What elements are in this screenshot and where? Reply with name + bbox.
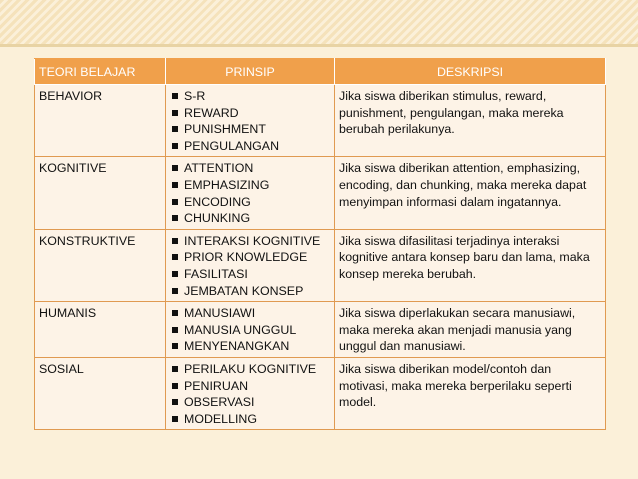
list-item xyxy=(170,283,330,300)
list-item xyxy=(170,121,330,138)
prinsip-label: S-R xyxy=(184,89,206,103)
table-row xyxy=(35,157,606,229)
prinsip-label: INTERAKSI KOGNITIVE xyxy=(184,233,321,248)
table-row xyxy=(35,229,606,301)
square-bullet-icon xyxy=(172,126,178,132)
list-item xyxy=(170,138,330,155)
square-bullet-icon xyxy=(172,254,178,260)
cell-prinsip xyxy=(166,302,335,358)
prinsip-label: ENCODING xyxy=(184,194,251,209)
prinsip-list xyxy=(170,361,330,427)
list-item xyxy=(170,177,330,194)
prinsip-list xyxy=(170,88,330,154)
list-item xyxy=(170,378,330,395)
square-bullet-icon xyxy=(172,165,178,171)
prinsip-label: MANUSIAWI xyxy=(184,306,256,321)
square-bullet-icon xyxy=(172,182,178,188)
prinsip-label: PUNISHMENT xyxy=(184,122,266,137)
square-bullet-icon xyxy=(172,143,178,149)
prinsip-label: CHUNKING xyxy=(184,211,251,226)
square-bullet-icon xyxy=(172,310,178,316)
prinsip-label: REWARD xyxy=(184,105,239,120)
list-item xyxy=(170,88,330,105)
square-bullet-icon xyxy=(172,271,178,277)
header-prinsip: PRINSIP xyxy=(166,59,335,85)
prinsip-label: PRIOR KNOWLEDGE xyxy=(184,250,308,265)
header-deskripsi: DESKRIPSI xyxy=(335,59,606,85)
list-item xyxy=(170,105,330,122)
prinsip-label: FASILITASI xyxy=(184,266,248,281)
square-bullet-icon xyxy=(172,366,178,372)
list-item xyxy=(170,394,330,411)
list-item xyxy=(170,305,330,322)
square-bullet-icon xyxy=(172,110,178,116)
square-bullet-icon xyxy=(172,416,178,422)
cell-deskripsi: Jika siswa diperlakukan secara manusiawi, maka mereka akan menjadi manusia yang unggul dan manusiawi. xyxy=(335,302,606,358)
square-bullet-icon xyxy=(172,383,178,389)
prinsip-list xyxy=(170,160,330,226)
list-item xyxy=(170,411,330,428)
prinsip-list xyxy=(170,305,330,355)
list-item xyxy=(170,322,330,339)
prinsip-label: PENIRUAN xyxy=(184,378,249,393)
list-item xyxy=(170,233,330,250)
table-row xyxy=(35,85,606,157)
cell-deskripsi: Jika siswa diberikan attention, emphasizing, encoding, dan chunking, maka mereka dapat menyimpan informasi dalam ingatannya. xyxy=(335,157,606,229)
square-bullet-icon xyxy=(172,288,178,294)
cell-prinsip xyxy=(166,357,335,429)
prinsip-label: MODELLING xyxy=(184,411,257,426)
list-item xyxy=(170,266,330,283)
square-bullet-icon xyxy=(172,327,178,333)
square-bullet-icon xyxy=(172,93,178,99)
square-bullet-icon xyxy=(172,343,178,349)
cell-deskripsi: Jika siswa diberikan stimulus, reward, punishment, pengulangan, maka mereka berubah perilakunya. xyxy=(335,85,606,157)
prinsip-list xyxy=(170,233,330,299)
list-item xyxy=(170,361,330,378)
square-bullet-icon xyxy=(172,238,178,244)
cell-prinsip xyxy=(166,157,335,229)
list-item xyxy=(170,210,330,227)
table-row xyxy=(35,357,606,429)
prinsip-label: PERILAKU KOGNITIVE xyxy=(184,361,317,376)
list-item xyxy=(170,249,330,266)
cell-prinsip xyxy=(166,85,335,157)
prinsip-label: EMPHASIZING xyxy=(184,177,270,192)
cell-prinsip xyxy=(166,229,335,301)
learning-theory-table xyxy=(34,58,606,430)
striped-header-band xyxy=(0,0,638,44)
prinsip-label: OBSERVASI xyxy=(184,395,255,410)
prinsip-label: JEMBATAN KONSEP xyxy=(184,283,304,298)
cell-teori: KOGNITIVE xyxy=(35,157,166,229)
cell-teori: KONSTRUKTIVE xyxy=(35,229,166,301)
table-row xyxy=(35,302,606,358)
cell-teori: BEHAVIOR xyxy=(35,85,166,157)
header-teori-belajar: TEORI BELAJAR xyxy=(35,59,166,85)
list-item xyxy=(170,194,330,211)
cell-teori: HUMANIS xyxy=(35,302,166,358)
square-bullet-icon xyxy=(172,215,178,221)
prinsip-label: MENYENANGKAN xyxy=(184,339,290,354)
cell-deskripsi: Jika siswa diberikan model/contoh dan motivasi, maka mereka berperilaku seperti model. xyxy=(335,357,606,429)
prinsip-label: PENGULANGAN xyxy=(184,138,280,153)
cell-teori: SOSIAL xyxy=(35,357,166,429)
square-bullet-icon xyxy=(172,199,178,205)
list-item xyxy=(170,160,330,177)
prinsip-label: MANUSIA UNGGUL xyxy=(184,322,297,337)
table-header-row xyxy=(35,59,606,85)
square-bullet-icon xyxy=(172,399,178,405)
prinsip-label: ATTENTION xyxy=(184,161,254,176)
header-band-divider xyxy=(0,44,638,47)
list-item xyxy=(170,338,330,355)
cell-deskripsi: Jika siswa difasilitasi terjadinya interaksi kognitive antara konsep baru dan lama, maka konsep mereka berubah. xyxy=(335,229,606,301)
